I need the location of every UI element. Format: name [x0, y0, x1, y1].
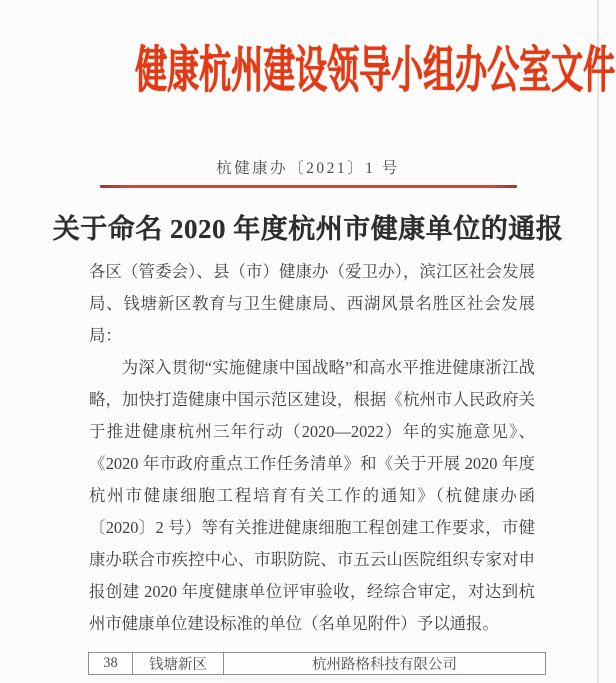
table-cell-unit: 杭州路格科技有限公司 [224, 653, 546, 675]
table-cell-district: 钱塘新区 [133, 653, 224, 675]
table-cell-index: 38 [89, 653, 133, 675]
main-paragraph: 为深入贯彻“实施健康中国战略”和高水平推进健康浙江战略，加快打造健康中国示范区建设，根据《杭州市人民政府关于推进健康杭州三年行动（2020—2022）年的实施意见》、《2020 年市政府重点工作任务清单》和《关于开展 2020 年度杭州市健康细胞工程培育有关工作的通知》（杭健康办函〔2020〕2 号）等有关推进健康细胞工程创建工作要求，市健康办联合市疾控中心、市职防院、市五云山医院组织专家对申报创建 2020 年度健康单位评审验收，经综合审定，对达到杭州市健康单位建设标准的单位（名单见附件）予以通报。 [89, 358, 535, 633]
document-number: 杭健康办〔2021〕1 号 [216, 160, 400, 177]
red-letterhead [0, 30, 616, 102]
salutation-paragraph: 各区（管委会）、县（市）健康办（爱卫办），滨江区社会发展局、钱塘新区教育与卫生健康局、西湖风景名胜区社会发展局： [89, 262, 535, 345]
table-row [89, 653, 546, 675]
document-title: 关于命名 2020 年度杭州市健康单位的通报 [52, 214, 564, 244]
letterhead-title: 健康杭州建设领导小组办公室文件 [135, 42, 615, 98]
scan-smudge [60, 677, 480, 681]
document-body [89, 256, 535, 640]
scan-edge-line [597, 0, 599, 683]
red-divider-line [100, 185, 517, 188]
attachment-table [88, 652, 546, 675]
